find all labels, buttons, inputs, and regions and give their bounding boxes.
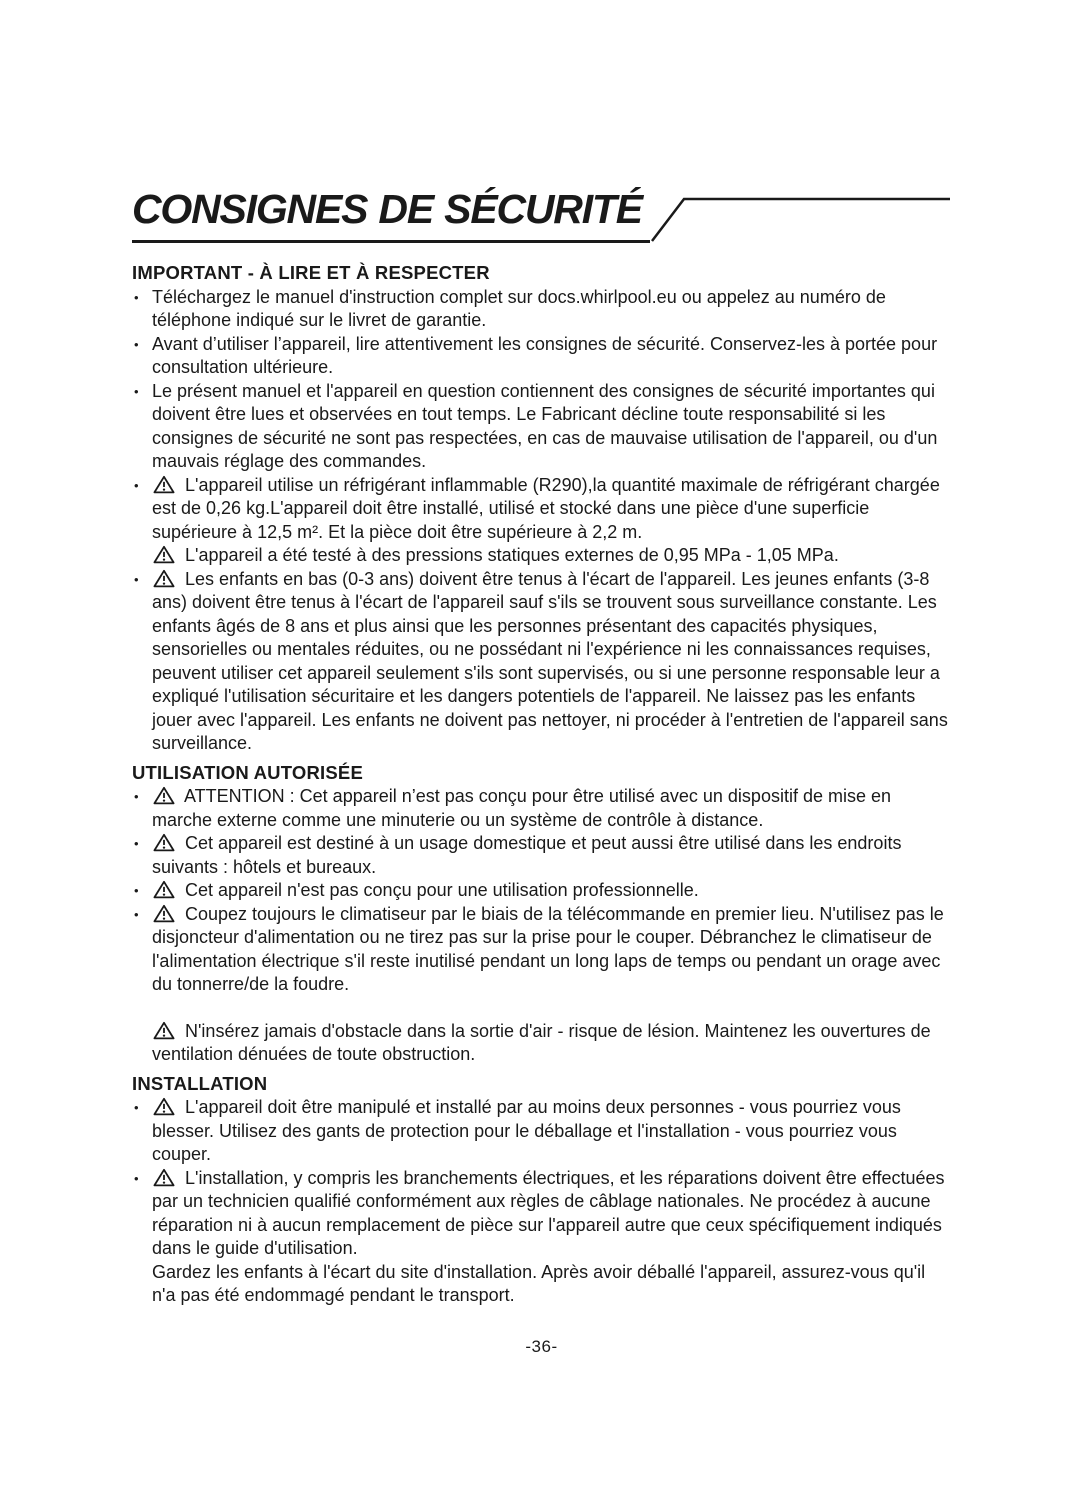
list-item: [132, 286, 950, 333]
item-text: Les enfants en bas (0-3 ans) doivent être tenus à l'écart de l'appareil. Les jeunes enfants (3-8 ans) doivent être tenus à l'écart de l'appareil sauf s'ils se trouvent sous surveillance constante. Les enfants âgés de 8 ans et plus ainsi que les personnes présentant des capacités physiques, sensorielles ou mentales réduites, ou ne possédant ni l'expérience ni les connaissances requises, peuvent utiliser cet appareil seulement s'ils sont supervisés, ou si une personne responsable leur a expliqué l'utilisation sécuritaire et les dangers potentiels de l'appareil. Ne laissez pas les enfants jouer avec l'appareil. Les enfants ne doivent pas nettoyer, ni procéder à l'entretien de l'appareil sans surveillance.: [152, 568, 948, 753]
section-heading: IMPORTANT - À LIRE ET À RESPECTER: [132, 262, 490, 283]
item-text: Avant d’utiliser l’appareil, lire attentivement les consignes de sécurité. Conservez-les à portée pour consultation ultérieure.: [152, 333, 938, 377]
item-text: N'insérez jamais d'obstacle dans la sortie d'air - risque de lésion. Maintenez les ouvertures de ventilation dénuées de toute obstruction.: [152, 1020, 931, 1064]
page-title: CONSIGNES DE SÉCURITÉ: [132, 186, 650, 243]
bullet-dot: •: [134, 1100, 139, 1115]
bullet-dot: •: [134, 1170, 139, 1186]
bullet-dot: •: [134, 383, 139, 399]
title-block: [132, 186, 950, 252]
section-heading: INSTALLATION: [132, 1072, 268, 1094]
list-item: [132, 1096, 950, 1167]
warning-icon: [153, 1097, 175, 1116]
warning-icon: [153, 569, 175, 588]
bullet-placeholder: [132, 1020, 152, 1067]
warning-icon: [153, 545, 175, 564]
bullet-dot: •: [134, 336, 139, 352]
item-text: L'appareil utilise un réfrigérant inflammable (R290),la quantité maximale de réfrigérant chargée est de 0,26 kg.L'appareil doit être installé, utilisé et stocké dans une pièce d'une superficie supérieure à 12,5 m². Et la pièce doit être supérieure à 2,2 m. L'appareil a été testé à des pressions statiques externes de 0,95 MPa - 1,05 MPa.: [152, 474, 940, 565]
item-text: Cet appareil est destiné à un usage domestique et peut aussi être utilisé dans les endroits suivants : hôtels et bureaux.: [152, 833, 902, 877]
item-text: L'appareil doit être manipulé et installé par au moins deux personnes - vous pourriez vous blesser. Utilisez des gants de protection pour le déballage et l'installation - vous pourriez vous couper.: [152, 1097, 901, 1164]
bullet-dot: •: [134, 477, 139, 493]
warning-icon: [153, 1021, 175, 1040]
warning-icon: [153, 1168, 175, 1187]
page-number: -36-: [525, 1337, 558, 1356]
item-text: Le présent manuel et l'appareil en question contiennent des consignes de sécurité importantes qui doivent être lues et observées en tout temps. Le Fabricant décline toute responsabilité si les consignes de sécurité ne sont pas respectées, en cas de mauvaise utilisation de l'appareil, ou d'un mauvais réglage des commandes.: [152, 380, 938, 471]
warning-icon: [153, 786, 175, 805]
warning-icon: [153, 904, 175, 923]
list-item: [132, 903, 950, 997]
document-body: [132, 261, 950, 1308]
bullet-dot: •: [134, 571, 139, 587]
list-item: [132, 568, 950, 756]
bullet-dot: •: [134, 289, 139, 305]
section-heading: UTILISATION AUTORISÉE: [132, 761, 364, 783]
content-column: [132, 186, 950, 1308]
title-rule-line: [652, 199, 950, 241]
bullet-dot: •: [134, 883, 139, 898]
list-item: [132, 1167, 950, 1308]
list-item: [132, 333, 950, 380]
bullet-dot: •: [134, 836, 139, 851]
item-text: Téléchargez le manuel d'instruction complet sur docs.whirlpool.eu ou appelez au numéro de téléphone indiqué sur le livret de garantie.: [152, 286, 886, 330]
list-item: [132, 380, 950, 474]
list-item: [132, 879, 950, 903]
list-item: [132, 1020, 950, 1067]
list-item: [132, 785, 950, 832]
bullet-dot: •: [134, 789, 139, 804]
bullet-dot: •: [134, 906, 139, 922]
warning-icon: [153, 475, 175, 494]
list-item: [132, 474, 950, 568]
item-text: Cet appareil n'est pas conçu pour une utilisation professionnelle.: [152, 879, 950, 903]
warning-icon: [153, 833, 175, 852]
list-item: [132, 832, 950, 879]
item-text: Coupez toujours le climatiseur par le biais de la télécommande en premier lieu. N'utilisez pas le disjoncteur d'alimentation ou ne tirez pas sur la prise pour le couper. Débranchez le climatiseur de l'alimentation électrique s'il reste inutilisé pendant un long laps de temps ou pendant un orage avec du tonnerre/de la foudre.: [152, 903, 944, 994]
item-text: L'installation, y compris les branchements électriques, et les réparations doivent être effectuées par un technicien qualifié conformément aux règles de câblage nationales. Ne procédez à aucune réparation ni à aucun remplacement de pièce sur l'appareil autre que ceux spécifiquement indiqués dans le guide d'utilisation. Gardez les enfants à l'écart du site d'installation. Après avoir déballé l'appareil, assurez-vous qu'il n'a pas été endommagé pendant le transport.: [152, 1167, 945, 1305]
warning-icon: [153, 880, 175, 899]
item-text: ATTENTION : Cet appareil n’est pas conçu pour être utilisé avec un dispositif de mise en marche externe comme une minuterie ou un système de contrôle à distance.: [152, 786, 891, 830]
